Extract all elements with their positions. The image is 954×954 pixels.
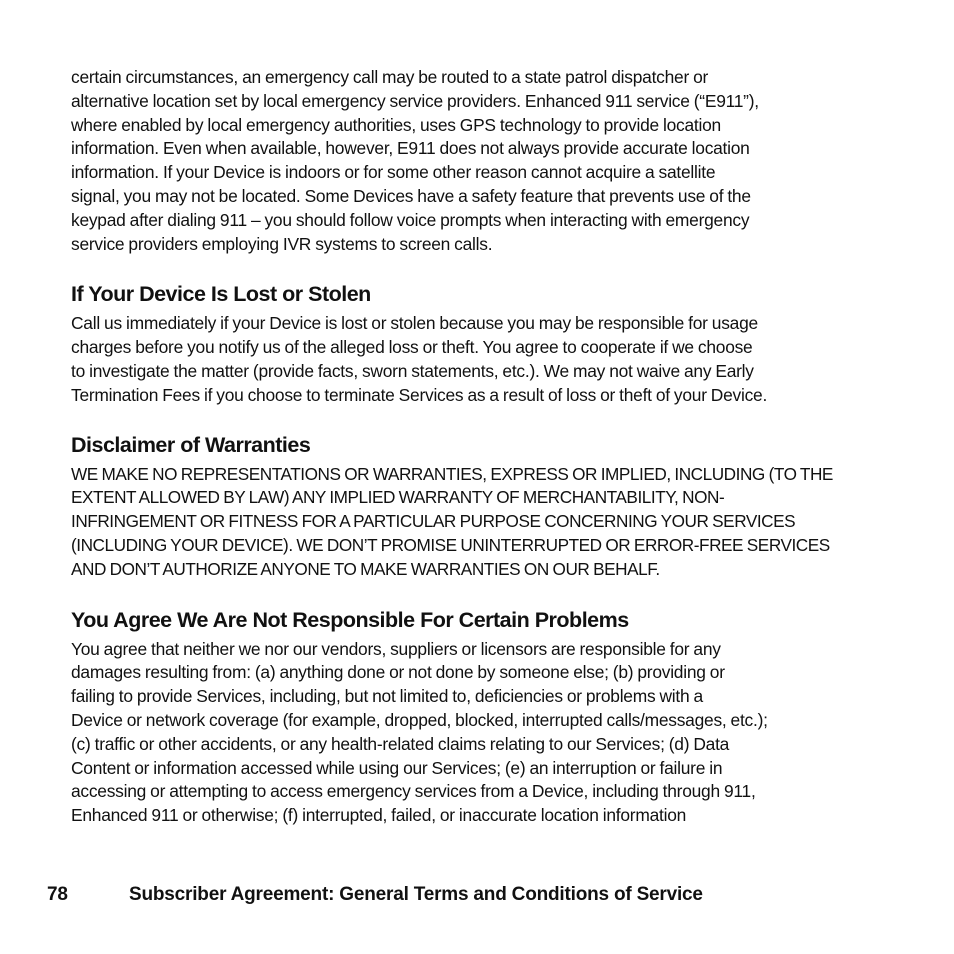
disclaimer-paragraph xyxy=(71,463,889,582)
paragraph-line: information. If your Device is indoors or for some other reason cannot acquire a satellite xyxy=(71,162,716,183)
paragraph-line: You agree that neither we nor our vendors, suppliers or licensors are responsible for any xyxy=(71,638,721,659)
paragraph-line: AND DON’T AUTHORIZE ANYONE TO MAKE WARRANTIES ON OUR BEHALF. xyxy=(71,558,660,579)
paragraph-line: INFRINGEMENT OR FITNESS FOR A PARTICULAR PURPOSE CONCERNING YOUR SERVICES xyxy=(71,511,796,532)
paragraph-line: Device or network coverage (for example, dropped, blocked, interrupted calls/messages, etc.); xyxy=(71,709,768,730)
paragraph-line: signal, you may not be located. Some Devices have a safety feature that prevents use of the xyxy=(71,185,751,206)
page-number: 78 xyxy=(47,884,68,905)
lost-stolen-paragraph xyxy=(71,312,889,407)
paragraph-line: (c) traffic or other accidents, or any health-related claims relating to our Services; (d) Data xyxy=(71,733,730,754)
paragraph-line: service providers employing IVR systems to screen calls. xyxy=(71,233,493,254)
page-footer xyxy=(47,884,703,906)
paragraph-line: charges before you notify us of the alleged loss or theft. You agree to cooperate if we choose xyxy=(71,337,753,358)
heading-lost-stolen: If Your Device Is Lost or Stolen xyxy=(71,282,371,307)
heading-disclaimer: Disclaimer of Warranties xyxy=(71,432,311,457)
paragraph-line: Content or information accessed while using our Services; (e) an interruption or failure in xyxy=(71,757,723,778)
paragraph-line: EXTENT ALLOWED BY LAW) ANY IMPLIED WARRANTY OF MERCHANTABILITY, NON- xyxy=(71,487,725,508)
paragraph-line: damages resulting from: (a) anything done or not done by someone else; (b) providing or xyxy=(71,662,725,683)
paragraph-line: Enhanced 911 or otherwise; (f) interrupted, failed, or inaccurate location information xyxy=(71,805,687,826)
paragraph-line: alternative location set by local emergency service providers. Enhanced 911 service (“E911”), xyxy=(71,90,759,111)
paragraph-line: (INCLUDING YOUR DEVICE). WE DON’T PROMISE UNINTERRUPTED OR ERROR-FREE SERVICES xyxy=(71,534,830,555)
paragraph-line: WE MAKE NO REPRESENTATIONS OR WARRANTIES, EXPRESS OR IMPLIED, INCLUDING (TO THE xyxy=(71,463,833,484)
heading-not-responsible: You Agree We Are Not Responsible For Certain Problems xyxy=(71,607,629,632)
paragraph-line: certain circumstances, an emergency call may be routed to a state patrol dispatcher or xyxy=(71,67,709,87)
not-responsible-paragraph xyxy=(71,638,889,828)
paragraph-line: where enabled by local emergency authorities, uses GPS technology to provide location xyxy=(71,114,721,135)
intro-paragraph xyxy=(71,66,889,256)
paragraph-line: keypad after dialing 911 – you should follow voice prompts when interacting with emergency xyxy=(71,209,750,230)
paragraph-line: Call us immediately if your Device is lost or stolen because you may be responsible for usage xyxy=(71,313,758,334)
paragraph-line: to investigate the matter (provide facts, sworn statements, etc.). We may not waive any Early xyxy=(71,360,754,381)
paragraph-line: Termination Fees if you choose to terminate Services as a result of loss or theft of your Device. xyxy=(71,384,768,405)
paragraph-line: failing to provide Services, including, but not limited to, deficiencies or problems with a xyxy=(71,686,703,707)
paragraph-line: information. Even when available, however, E911 does not always provide accurate location xyxy=(71,138,750,159)
paragraph-line: accessing or attempting to access emergency services from a Device, including through 911, xyxy=(71,781,756,802)
page-body xyxy=(71,66,889,828)
footer-title: Subscriber Agreement: General Terms and Conditions of Service xyxy=(129,884,703,905)
